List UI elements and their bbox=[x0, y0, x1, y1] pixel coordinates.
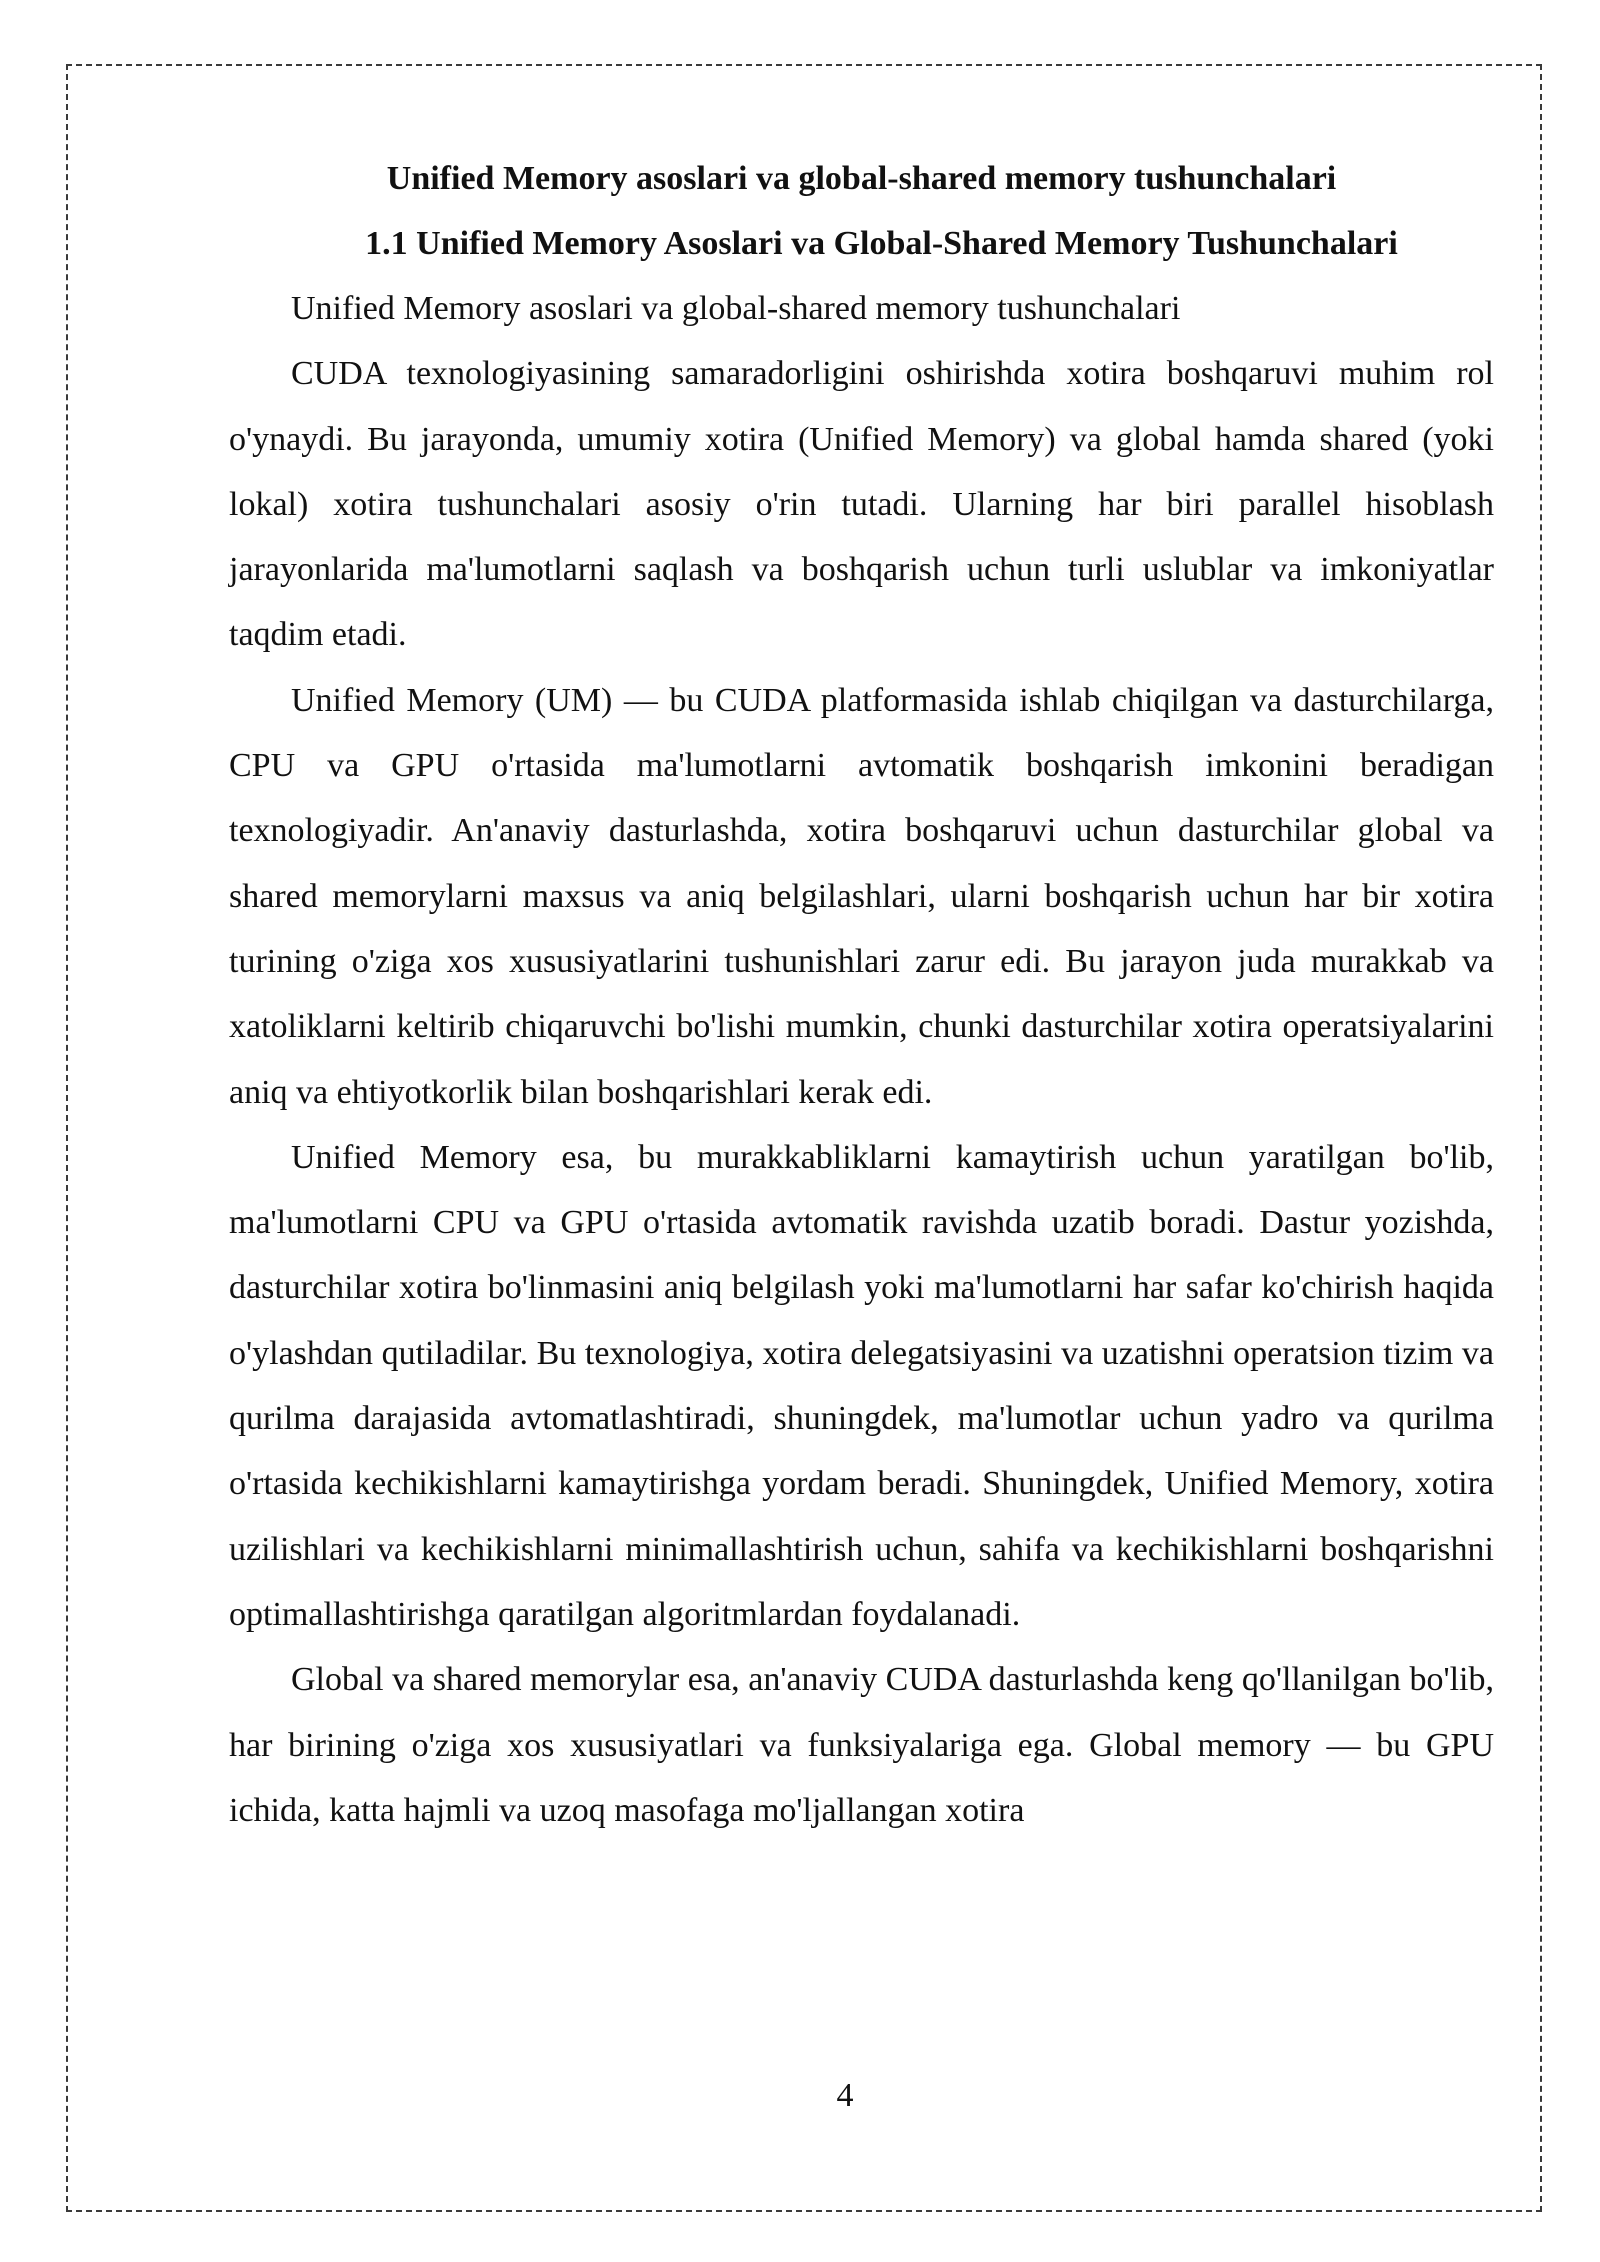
page-number: 4 bbox=[836, 2077, 854, 2114]
document-title: Unified Memory asoslari va global-shared memory tushunchalari bbox=[386, 160, 1337, 197]
paragraph-intro: Unified Memory asoslari va global-shared memory tushunchalari bbox=[291, 290, 1181, 327]
paragraph-unified-memory-definition: Unified Memory (UM) — bu CUDA platformasida ishlab chiqilgan va dasturchilarga, CPU va GPU o'rtasida ma'lumotlarni avtomatik boshqarish imkonini beradigan texnologiyadir. An'anaviy dasturlashda, xotira boshqaruvi uchun dasturchilar global va shared memorylarni maxsus va aniq belgilashlari, ularni boshqarish uchun har bir xotira turining o'ziga xos xususiyatlarini tushunishlari zarur edi. Bu jarayon juda murakkab va xatoliklarni keltirib chiqaruvchi bo'lishi mumkin, chunki dasturchilar xotira operatsiyalarini aniq va ehtiyotkorlik bilan boshqarishlari kerak edi. bbox=[229, 681, 1494, 1111]
paragraph-global-shared-memory: Global va shared memorylar esa, an'anaviy CUDA dasturlashda keng qo'llanilgan bo'lib, har birining o'ziga xos xususiyatlari va funksiyalariga ega. Global memory — bu GPU ichida, katta hajmli va uzoq masofaga mo'ljallangan xotira bbox=[229, 1661, 1494, 1829]
section-heading: 1.1 Unified Memory Asoslari va Global-Shared Memory Tushunchalari bbox=[365, 225, 1398, 262]
paragraph-cuda-memory: CUDA texnologiyasining samaradorligini oshirishda xotira boshqaruvi muhim rol o'ynaydi. Bu jarayonda, umumiy xotira (Unified Memory) va global hamda shared (yoki lokal) xotira tushunchalari asosiy o'rin tutadi. Ularning har biri parallel hisoblash jarayonlarida ma'lumotlarni saqlash va boshqarish uchun turli uslublar va imkoniyatlar taqdim etadi. bbox=[229, 355, 1494, 654]
paragraph-unified-memory-benefits: Unified Memory esa, bu murakkabliklarni kamaytirish uchun yaratilgan bo'lib, ma'lumotlarni CPU va GPU o'rtasida avtomatik ravishda uzatib boradi. Dastur yozishda, dasturchilar xotira bo'linmasini aniq belgilash yoki ma'lumotlarni har safar ko'chirish haqida o'ylashdan qutiladilar. Bu texnologiya, xotira delegatsiyasini va uzatishni operatsion tizim va qurilma darajasida avtomatlashtiradi, shuningdek, ma'lumotlar uchun yadro va qurilma o'rtasida kechikishlarni kamaytirishga yordam beradi. Shuningdek, Unified Memory, xotira uzilishlari va kechikishlarni minimallashtirish uchun, sahifa va kechikishlarni boshqarishni optimallashtirishga qaratilgan algoritmlardan foydalanadi. bbox=[229, 1138, 1494, 1633]
document-body bbox=[229, 146, 1494, 1843]
